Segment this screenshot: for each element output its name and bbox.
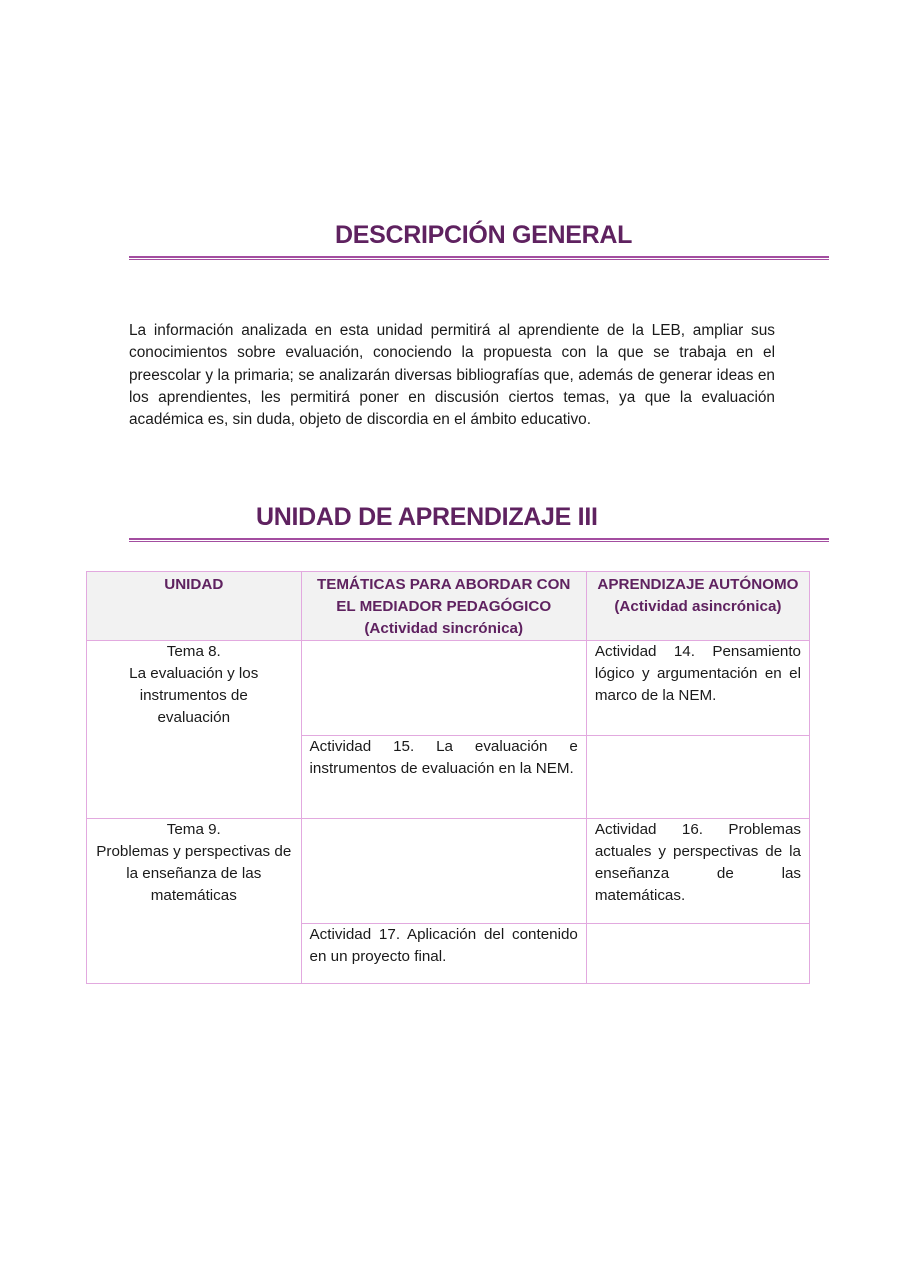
- unit-cell-tema-8: Tema 8. La evaluación y los instrumentos de evaluación: [87, 641, 302, 819]
- async-activity-empty: [586, 924, 809, 984]
- unit-cell-tema-9: Tema 9. Problemas y perspectivas de la enseñanza de las matemáticas: [87, 819, 302, 984]
- title-underline: [129, 538, 829, 542]
- async-activity-16: Actividad 16. Problemas actuales y perspectivas de la enseñanza de las matemáticas.: [586, 819, 809, 924]
- table-row: [87, 819, 810, 924]
- sync-activity-17: Actividad 17. Aplicación del contenido en un proyecto final.: [301, 924, 586, 984]
- table-row: [87, 641, 810, 736]
- header-sync-topics: TEMÁTICAS PARA ABORDAR CON EL MEDIADOR PEDAGÓGICO (Actividad sincrónica): [301, 572, 586, 641]
- async-activity-empty: [586, 736, 809, 819]
- sync-activity-empty: [301, 819, 586, 924]
- learning-unit-table: [86, 571, 810, 984]
- table-header-row: [87, 572, 810, 641]
- async-activity-14: Actividad 14. Pensamiento lógico y argumentación en el marco de la NEM.: [586, 641, 809, 736]
- general-description-paragraph: La información analizada en esta unidad permitirá al aprendiente de la LEB, ampliar sus conocimientos sobre evaluación, conociendo la propuesta con la que se trabaja en el preescolar y la primaria; se analizarán diversas bibliografías que, además de generar ideas en los aprendientes, les permitirá poner en discusión ciertos temas, ya que la evaluación académica es, sin duda, objeto de discordia en el ámbito educativo.: [129, 322, 775, 429]
- section-title-unit: UNIDAD DE APRENDIZAJE III: [256, 503, 598, 531]
- header-unit: UNIDAD: [87, 572, 302, 641]
- sync-activity-empty: [301, 641, 586, 736]
- header-async-learning: APRENDIZAJE AUTÓNOMO (Actividad asincrónica): [586, 572, 809, 641]
- title-underline: [129, 256, 829, 260]
- sync-activity-15: Actividad 15. La evaluación e instrumentos de evaluación en la NEM.: [301, 736, 586, 819]
- section-title-general: DESCRIPCIÓN GENERAL: [335, 221, 633, 249]
